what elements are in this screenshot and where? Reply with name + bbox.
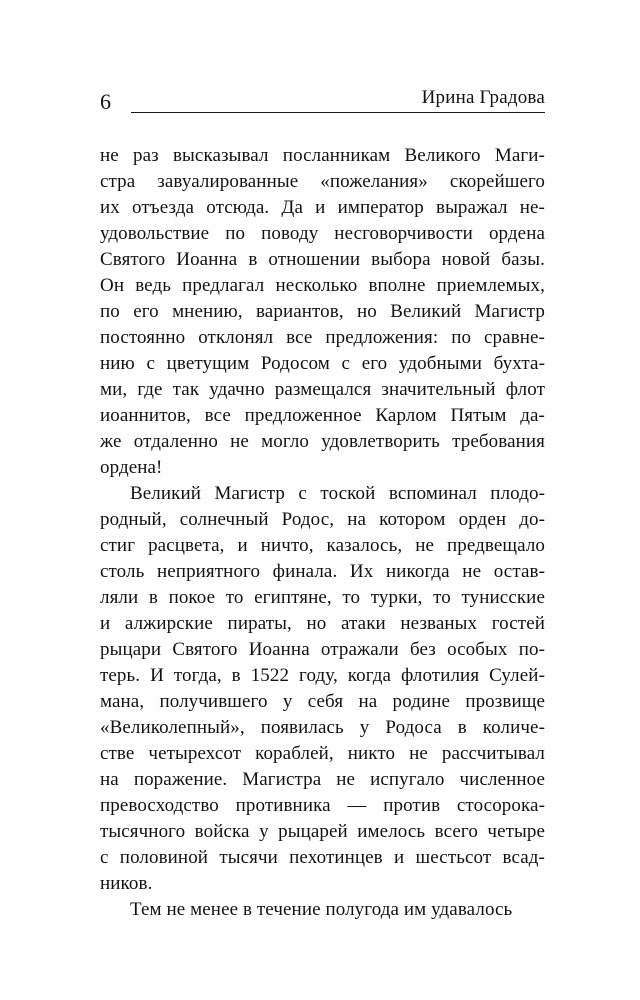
paragraph [100, 143, 545, 481]
text-line: их отъезда отсюда. Да и император выражал не- [100, 196, 545, 218]
text-line: столь неприятного финала. Их никогда не остав- [100, 560, 545, 582]
page-header [100, 88, 545, 113]
page-body [100, 143, 545, 923]
text-line: превосходство противника — против стосорока- [100, 794, 545, 816]
text-line: ляли в покое то египтяне, то турки, то тунисские [100, 586, 545, 608]
text-line: мана, получившего у себя на родине прозвище [100, 690, 545, 712]
text-line: ников. [100, 872, 153, 894]
text-line: не раз высказывал посланникам Великого Маги- [100, 144, 545, 166]
text-line: рыцари Святого Иоанна отражали без особых по- [100, 638, 545, 660]
text-line: с половиной тысячи пехотинцев и шестьсот всад- [100, 846, 545, 868]
text-line: Тем не менее в течение полугода им удавалось [130, 898, 513, 920]
header-rule [131, 88, 545, 113]
text-line: нию с цветущим Родосом с его удобными бухта- [100, 352, 545, 374]
text-line: иоаннитов, все предложенное Карлом Пятым да- [100, 404, 545, 426]
text-line: Святого Иоанна в отношении выбора новой базы. [100, 248, 545, 270]
text-line: терь. И тогда, в 1522 году, когда флотилия Сулей- [100, 664, 545, 686]
text-line: «Великолепный», появилась у Родоса в количе- [100, 716, 545, 738]
text-line: стра завуалированные «пожелания» скорейшего [100, 170, 545, 192]
text-line: стиг расцвета, и ничто, казалось, не предвещало [100, 534, 545, 556]
paragraph [100, 897, 545, 923]
text-line: Он ведь предлагал несколько вполне приемлемых, [100, 274, 545, 296]
text-line: же отдаленно не могло удовлетворить требования [100, 430, 545, 452]
text-line: и алжирские пираты, но атаки незваных гостей [100, 612, 545, 634]
text-line: ми, где так удачно размещался значительный флот [100, 378, 545, 400]
running-title: Ирина Градова [421, 87, 545, 108]
page-number: 6 [100, 88, 111, 114]
text-line: ордена! [100, 456, 163, 478]
paragraph [100, 481, 545, 897]
text-line: стве четырехсот кораблей, никто не рассчитывал [100, 742, 545, 764]
text-line: постоянно отклонял все предложения: по сравне- [100, 326, 545, 348]
text-line: Великий Магистр с тоской вспоминал плодо- [130, 482, 545, 504]
text-line: удовольствие по поводу несговорчивости ордена [100, 222, 545, 244]
text-line: тысячного войска у рыцарей имелось всего четыре [100, 820, 545, 842]
text-line: родный, солнечный Родос, на котором орден до- [100, 508, 545, 530]
text-line: по его мнению, вариантов, но Великий Магистр [100, 300, 545, 322]
text-line: на поражение. Магистра не испугало численное [100, 768, 545, 790]
